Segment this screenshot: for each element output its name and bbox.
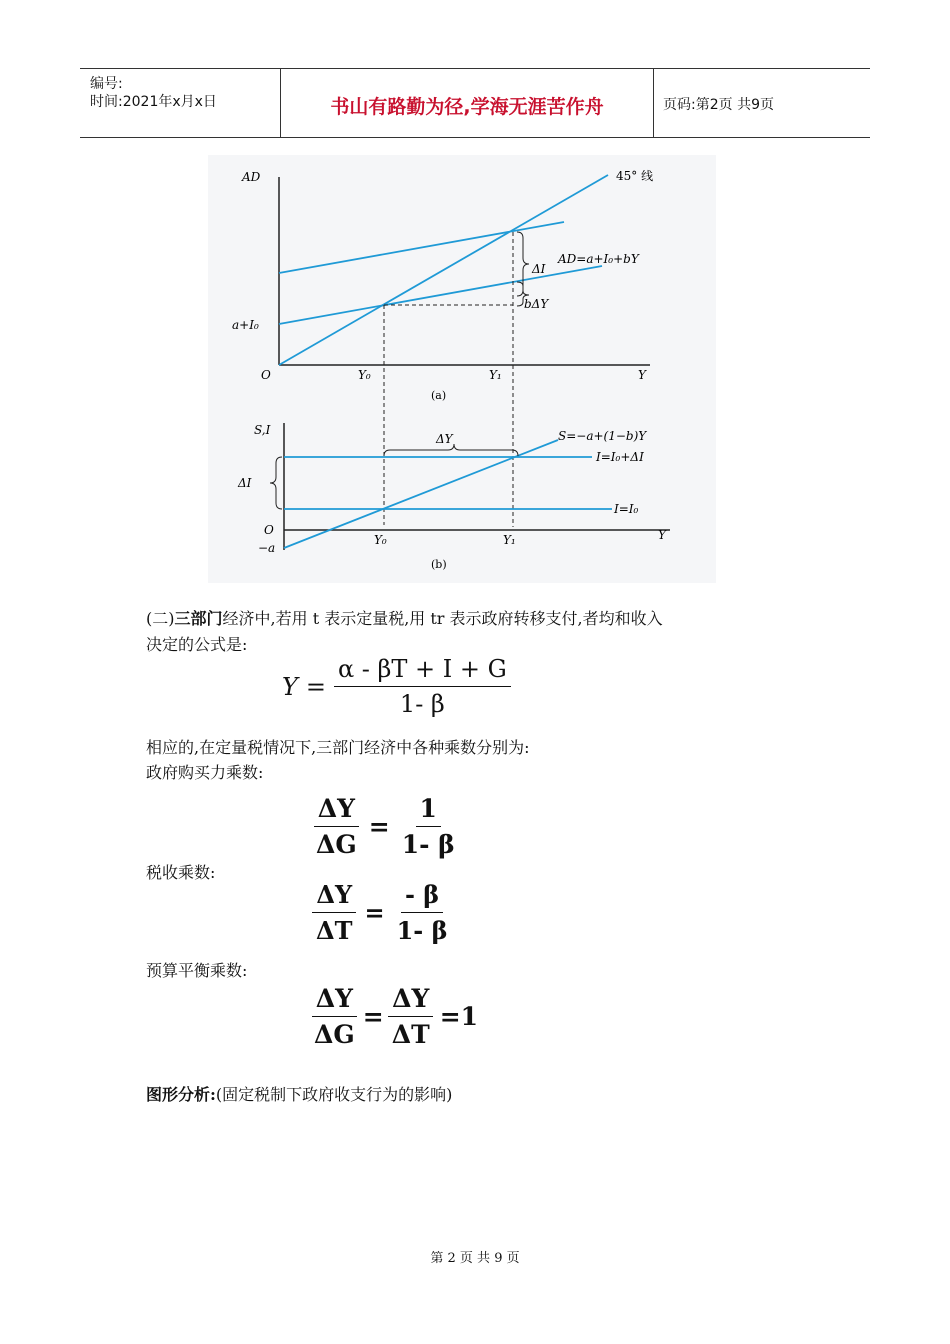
section-bold: 三部门: [174, 609, 223, 628]
analysis-text: (固定税制下政府收支行为的影响): [215, 1085, 453, 1104]
tax-num: ΔY: [312, 880, 356, 913]
b-y-axis-label: S,I: [254, 423, 271, 437]
figure-svg: [208, 155, 716, 583]
gov-purchase-rhs-den: 1- β: [401, 830, 455, 859]
b-caption: (b): [431, 558, 447, 571]
b-delta-i-label: ΔI: [238, 476, 252, 490]
gov-purchase-formula: $\frac{\Delta Y}{\Delta G}$ = $\frac{1}{1- \beta}$: [312, 794, 459, 859]
b-delta-y-label: ΔY: [436, 432, 453, 446]
analysis-line: [146, 1082, 452, 1105]
balanced-label: 预算平衡乘数:: [146, 961, 248, 980]
section-text-1: 经济中,若用 t 表示定量税,用 tr 表示政府转移支付,者均和收入: [222, 609, 663, 628]
b-neg-a-label: −a: [258, 541, 276, 555]
tax-den: ΔT: [316, 916, 353, 945]
gov-purchase-num: ΔY: [314, 794, 359, 827]
a-y-axis-label: AD: [242, 170, 261, 184]
motto: 书山有路勤为径,学海无涯苦作舟: [330, 96, 604, 118]
a-x-axis-label: Y: [638, 368, 646, 382]
page-footer: 第 2 页 共 9 页: [430, 1251, 520, 1266]
tax-label: 税收乘数:: [146, 863, 216, 882]
a-origin-label: O: [261, 368, 271, 382]
page-label: 页码:第2页 共9页: [663, 97, 774, 113]
balanced-num-2: ΔY: [388, 984, 433, 1017]
header-info-cell: [80, 69, 280, 137]
gov-purchase-den: ΔG: [316, 830, 357, 859]
analysis-bold: 图形分析:: [146, 1085, 216, 1104]
a-45-line: [279, 175, 608, 365]
economics-figure: [208, 155, 716, 583]
tax-rhs: [393, 880, 452, 945]
a-45-label: 45° 线: [616, 169, 654, 183]
section-paragraph: [146, 606, 663, 658]
a-ad-upper-line: [279, 222, 564, 273]
balanced-lhs: [310, 984, 359, 1049]
main-formula-fraction: [334, 655, 511, 718]
main-formula-lhs: Y: [282, 672, 298, 701]
main-formula-numerator: α - βT + I + G: [334, 655, 511, 687]
balanced-num-1: ΔY: [312, 984, 357, 1017]
a-delta-i-label: ΔI: [532, 262, 546, 276]
header-page-cell: [653, 69, 870, 137]
time-label: 时间:2021年x月x日: [90, 94, 217, 110]
b-i0-label: I=I₀: [614, 502, 639, 516]
multipliers-text: 相应的,在定量税情况下,三部门经济中各种乘数分别为:: [146, 738, 530, 757]
b-y0-label: Y₀: [374, 533, 387, 547]
main-formula-denominator: 1- β: [399, 690, 445, 718]
b-origin-label: O: [264, 523, 274, 537]
a-caption: (a): [431, 389, 447, 402]
section-prefix: (二): [146, 609, 175, 628]
a-intercept-label: a+I₀: [232, 318, 259, 332]
gov-purchase-label: 政府购买力乘数:: [146, 763, 264, 782]
balanced-den-1: ΔG: [314, 1020, 355, 1049]
b-y1-label: Y₁: [503, 533, 516, 547]
balanced-rhs: =1: [439, 1002, 479, 1031]
b-s-label: S=−a+(1−b)Y: [558, 429, 647, 443]
gov-purchase-lhs: [312, 794, 361, 859]
a-y1-label: Y₁: [489, 368, 502, 382]
serial-label: 编号:: [90, 76, 123, 92]
a-ad-label: AD=a+I₀+bY: [558, 252, 639, 266]
a-b-delta-y-label: bΔY: [524, 297, 549, 311]
balanced-formula: $\frac{\Delta Y}{\Delta G}$ = $\frac{\Delta Y}{\Delta T}$ =1: [310, 984, 478, 1049]
gov-purchase-rhs-num: 1: [416, 794, 441, 827]
header-motto-cell: [280, 69, 654, 137]
tax-lhs: [312, 880, 356, 945]
b-brace-delta-i: [270, 457, 282, 509]
tax-formula: $\frac{\Delta Y}{\Delta T}$ = $\frac{- \beta}{1- \beta}$: [312, 880, 452, 945]
a-y0-label: Y₀: [358, 368, 371, 382]
tax-rhs-den: 1- β: [396, 916, 448, 945]
balanced-mid: [388, 984, 434, 1049]
header-table: [80, 68, 870, 138]
tax-rhs-num: - β: [401, 880, 443, 913]
gov-purchase-rhs: [398, 794, 459, 859]
b-i1-label: I=I₀+ΔI: [596, 450, 644, 464]
a-ad-lower-line: [279, 266, 602, 324]
b-x-axis-label: Y: [658, 528, 666, 542]
balanced-den-2: ΔT: [391, 1020, 430, 1049]
section-text-2: 决定的公式是:: [146, 635, 248, 654]
main-formula: Y = $\frac{\alpha - \beta T + I + G}{1- \beta}$: [282, 655, 511, 718]
